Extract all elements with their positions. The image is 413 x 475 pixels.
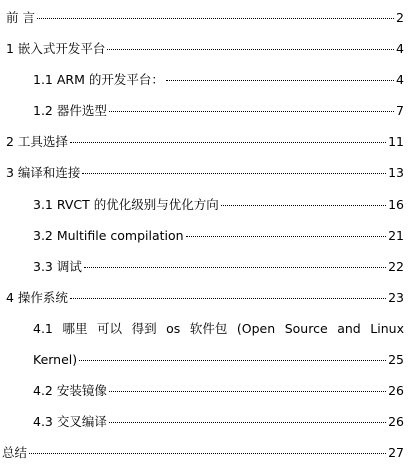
toc-word: 软件包 <box>189 321 228 336</box>
dot-leader <box>70 298 386 299</box>
toc-entry-section-4-2[interactable] <box>33 383 404 399</box>
toc-entry-page: 16 <box>388 197 404 212</box>
toc-entry-section-4-1-line-1[interactable] <box>33 321 404 337</box>
toc-entry-page: 2 <box>396 10 404 25</box>
toc-entry-section-4-1-line-2[interactable] <box>33 352 404 368</box>
dot-leader <box>221 205 386 206</box>
dot-leader <box>82 173 386 174</box>
toc-entry-title: Kernel) <box>33 352 78 367</box>
toc-word: Source <box>284 321 328 336</box>
toc-word: 可以 <box>97 321 123 336</box>
toc-entry-page: 11 <box>388 134 404 149</box>
dot-leader <box>109 422 386 423</box>
toc-entry-title: 3.3 调试 <box>33 259 82 274</box>
toc-entry-page: 27 <box>388 445 404 460</box>
toc-entry-title: 3.2 Multifile compilation <box>33 228 184 243</box>
toc-entry-section-3-3[interactable] <box>33 259 404 275</box>
dot-leader <box>109 111 394 112</box>
toc-entry-summary[interactable] <box>2 445 404 461</box>
toc-entry-page: 26 <box>388 414 404 429</box>
toc-word: and <box>337 321 361 336</box>
toc-entry-section-1-2[interactable] <box>33 103 404 119</box>
toc-entry-title: 4.2 安装镜像 <box>33 383 107 398</box>
toc-word: os <box>166 321 181 336</box>
toc-entry-preface[interactable] <box>6 10 404 26</box>
dot-leader <box>37 18 394 19</box>
dot-leader <box>166 80 394 81</box>
toc-entry-title: 1.1 ARM 的开发平台： <box>33 72 164 87</box>
toc-entry-chapter-4[interactable] <box>6 290 404 306</box>
toc-entry-section-3-2[interactable] <box>33 228 404 244</box>
toc-entry-title: 1.2 器件选型 <box>33 103 107 118</box>
dot-leader <box>107 49 394 50</box>
toc-entry-page: 26 <box>388 383 404 398</box>
toc-word: 哪里 <box>62 321 88 336</box>
dot-leader <box>79 360 386 361</box>
toc-entry-title: 4 操作系统 <box>6 290 68 305</box>
toc-entry-page: 4 <box>396 72 404 87</box>
dot-leader <box>70 142 386 143</box>
toc-entry-page: 23 <box>388 290 404 305</box>
toc-entry-section-4-3[interactable] <box>33 414 404 430</box>
toc-entry-page: 21 <box>388 228 404 243</box>
toc-entry-title: 3 编译和连接 <box>6 165 81 180</box>
toc-entry-title: 前 言 <box>6 10 35 25</box>
toc-word: Linux <box>370 321 404 336</box>
toc-entry-chapter-3[interactable] <box>6 165 404 181</box>
toc-entry-section-3-1[interactable] <box>33 197 404 213</box>
toc-entry-page: 22 <box>388 259 404 274</box>
toc-word: 4.1 <box>33 321 53 336</box>
toc-entry-page: 13 <box>388 165 404 180</box>
toc-entry-chapter-1[interactable] <box>6 41 404 57</box>
toc-entry-page: 7 <box>396 103 404 118</box>
toc-entry-page: 4 <box>396 41 404 56</box>
dot-leader <box>84 267 386 268</box>
toc-entry-title: 总结 <box>2 445 28 460</box>
toc-word: (Open <box>236 321 276 336</box>
toc-entry-page: 25 <box>388 352 404 367</box>
toc-entry-title: 1 嵌入式开发平台 <box>6 41 106 56</box>
toc-entry-section-1-1[interactable] <box>33 72 404 88</box>
toc-entry-title: 4.3 交叉编译 <box>33 414 107 429</box>
dot-leader <box>109 391 386 392</box>
dot-leader <box>29 453 386 454</box>
toc-word: 得到 <box>131 321 157 336</box>
toc-entry-title: 2 工具选择 <box>6 134 68 149</box>
toc-entry-chapter-2[interactable] <box>6 134 404 150</box>
toc-entry-title: 3.1 RVCT 的优化级别与优化方向 <box>33 197 219 212</box>
dot-leader <box>186 236 386 237</box>
